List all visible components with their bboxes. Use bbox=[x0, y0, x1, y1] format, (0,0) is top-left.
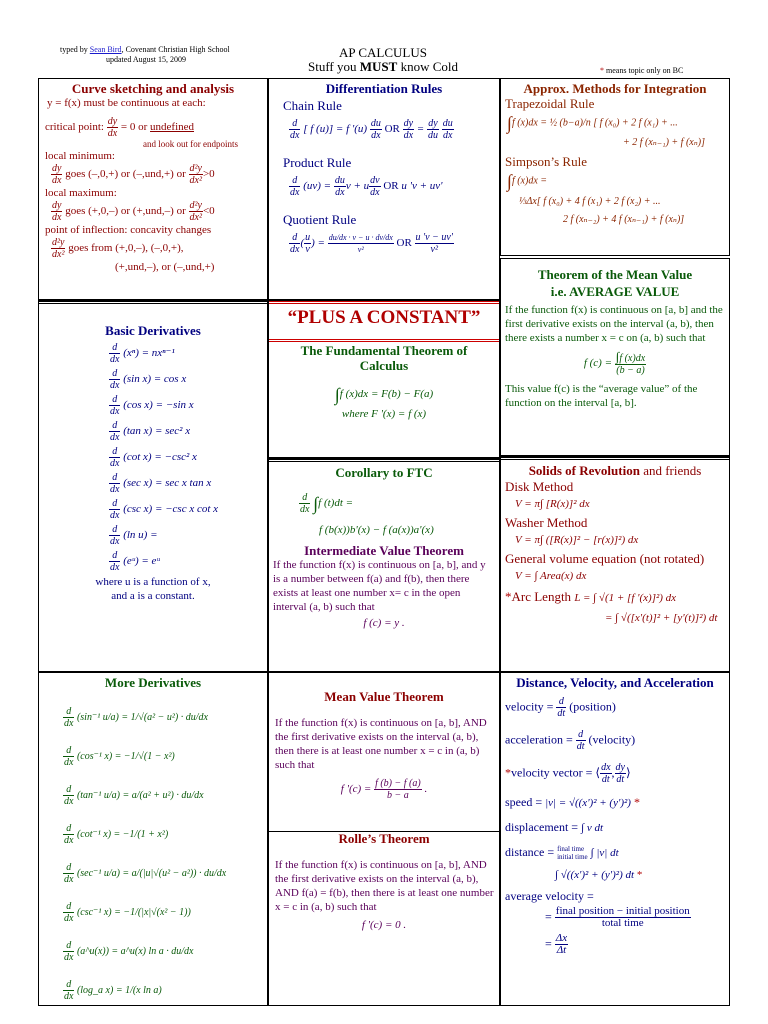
curve-continuity: y = f(x) must be continuous at each: bbox=[47, 97, 206, 109]
basic-derivative-item: $\frac{d}{dx}$ (eᵘ) = eᵘ bbox=[110, 550, 160, 573]
inflection-test-2: (+,und,–), or (–,und,+) bbox=[115, 261, 215, 273]
updated-date: updated August 15, 2009 bbox=[106, 55, 186, 64]
top-rule bbox=[39, 301, 267, 304]
avg-velocity-formula: = $\frac{\text{final position − initial position}}{\text{total time}}$ bbox=[545, 905, 690, 930]
mvt-text: If the function f(x) is continuous on [a, b], AND the first derivative exists on the interval (a, b), then there is at least one number x = c in (a, b) such that bbox=[275, 717, 487, 771]
disk-label: Disk Method bbox=[505, 479, 574, 494]
trapezoidal-formula: ∫f (x)dx = ½ (b−a)/n [ f (x₀) + 2 f (x₁) + ... bbox=[507, 113, 678, 133]
quotient-rule-label: Quotient Rule bbox=[283, 212, 357, 227]
basic-derivative-item: $\frac{d}{dx}$ (csc x) = −csc x cot x bbox=[110, 498, 219, 521]
local-max-test: $\frac{dy}{dx}$ goes (+,0,–) or (+,und,–) or $\frac{\text{d²y}}{\text{dx²}}$ <0 bbox=[52, 200, 215, 223]
ivt-text: If the function f(x) is continuous on [a, b], and y is a number between f(a) and f(b), then there exists at least one number x= c in the open interval (a, b) such that bbox=[273, 559, 486, 613]
arc-length-param: = ∫ √([x'(t)]² + [y'(t)]²) dt bbox=[605, 612, 718, 624]
displacement-def: displacement = ∫ v dt bbox=[505, 820, 604, 834]
local-min-label: local minimum: bbox=[45, 150, 115, 162]
solids-title: Solids of Revolution and friends bbox=[528, 463, 702, 478]
top-red-rule bbox=[269, 301, 499, 304]
mid-red-rule bbox=[269, 339, 499, 342]
product-rule-label: Product Rule bbox=[283, 155, 352, 170]
corollary-formula: $\frac{d}{dx}$ ∫f (t)dt = bbox=[300, 492, 354, 515]
more-derivative-item: $\frac{d}{dx}$ (sec⁻¹ u/a) = a/(|u|√(u² − a²)) · du/dx bbox=[64, 862, 227, 885]
basic-derivative-item: $\frac{d}{dx}$ (cos x) = −sin x bbox=[110, 394, 194, 417]
corollary-ivt-box bbox=[268, 458, 500, 672]
more-derivative-item: $\frac{d}{dx}$ (a^u(x)) = a^u(x) ln a · du/dx bbox=[64, 940, 194, 963]
avg-title-1: Theorem of the Mean Value bbox=[537, 267, 693, 282]
dva-box bbox=[500, 672, 730, 1006]
more-derivative-item: $\frac{d}{dx}$ (cos⁻¹ x) = −1/√(1 − x²) bbox=[64, 745, 175, 768]
rolle-formula: f '(c) = 0 . bbox=[361, 919, 407, 931]
simpson-formula: ∫f (x)dx = bbox=[507, 171, 548, 192]
simpson-formula-2: ⅓Δx[ f (x₀) + 4 f (x₁) + 2 f (x₂) + ... bbox=[519, 195, 661, 207]
basic-derivative-item: $\frac{d}{dx}$ (cot x) = −csc² x bbox=[110, 446, 197, 469]
avg-formula: f (c) = $\frac{\int f (x)dx}{(b - a)}$ bbox=[583, 349, 646, 376]
disk-formula: V = π∫ [R(x)]² dx bbox=[515, 498, 590, 510]
approx-title: Approx. Methods for Integration bbox=[523, 81, 707, 96]
velocity-def: velocity = $\frac{d}{dt}$ (position) bbox=[505, 696, 616, 719]
avg-text: If the function f(x) is continuous on [a, b] and the first derivative exists on the interval (a, b), then there exists a number x = c on (a, b) such that bbox=[505, 304, 723, 344]
mvt-rolle-box bbox=[268, 672, 500, 1006]
ivt-formula: f (c) = y . bbox=[363, 617, 405, 629]
ftc-box bbox=[268, 300, 500, 458]
product-rule-formula: $\frac{d}{dx}$ (uv) = $\frac{du}{dx}$ v + u $\frac{dv}{dx}$ OR u 'v + uv' bbox=[290, 175, 443, 198]
endpoints-note: and look out for endpoints bbox=[143, 139, 238, 149]
washer-label: Washer Method bbox=[505, 515, 588, 530]
author-link[interactable]: Sean Bird bbox=[89, 45, 122, 54]
corollary-title: Corollary to FTC bbox=[335, 465, 433, 480]
critical-point: critical point: $\frac{dy}{dx}$ = 0 or undefined bbox=[45, 116, 195, 139]
trapezoidal-label: Trapezoidal Rule bbox=[505, 96, 595, 111]
basic-note-2: and a is a constant. bbox=[111, 590, 195, 602]
rolle-title: Rolle’s Theorem bbox=[338, 831, 430, 846]
basic-derivative-item: $\frac{d}{dx}$ (ln u) = bbox=[110, 524, 158, 547]
rolle-text: If the function f(x) is continuous on [a, b], AND the first derivative exists on the interval (a, b), AND f(a) = f(b), then there is at least one number x = c in (a, b) such that bbox=[275, 859, 494, 913]
more-derivative-item: $\frac{d}{dx}$ (sin⁻¹ u/a) = 1/√(a² − u²) · du/dx bbox=[64, 706, 208, 729]
solids-box bbox=[500, 456, 730, 672]
page-title: AP CALCULUS bbox=[338, 45, 427, 60]
basic-derivative-item: $\frac{d}{dx}$ (xⁿ) = nxⁿ⁻¹ bbox=[110, 342, 175, 365]
mvt-formula: f '(c) = $\frac{f (b) - f (a)}{b - a}$ . bbox=[340, 778, 428, 801]
general-volume-formula: V = ∫ Area(x) dx bbox=[515, 570, 587, 582]
average-value-box bbox=[500, 258, 730, 456]
washer-formula: V = π∫ ([R(x)]² − [r(x)]²) dx bbox=[515, 534, 639, 546]
typed-by-label: typed by bbox=[60, 45, 88, 54]
basic-derivative-item: $\frac{d}{dx}$ (tan x) = sec² x bbox=[110, 420, 191, 443]
basic-note-1: where u is a function of x, bbox=[95, 576, 211, 588]
general-volume-label: General volume equation (not rotated) bbox=[505, 551, 705, 566]
chain-rule-formula: $\frac{d}{dx}$ [ f (u)] = f '(u) $\frac{du}{dx}$ OR $\frac{dy}{dx}$ = $\frac{dy}{du}$ $\frac{du}{dx}$ bbox=[290, 118, 453, 141]
curve-title: Curve sketching and analysis bbox=[71, 81, 235, 96]
distance-def: distance = final time initial time ∫ |v| dt bbox=[505, 845, 619, 862]
acceleration-def: acceleration = $\frac{d}{dt}$ (velocity) bbox=[505, 729, 636, 752]
differentiation-rules-box bbox=[268, 78, 500, 300]
local-min-test: $\frac{dy}{dx}$ goes (–,0,+) or (–,und,+) or $\frac{\text{d²y}}{\text{dx²}}$ >0 bbox=[52, 163, 215, 186]
avg-title-2: i.e. AVERAGE VALUE bbox=[550, 284, 680, 299]
credit-line bbox=[60, 45, 230, 55]
curve-sketching-box bbox=[38, 78, 268, 300]
ftc-title: The Fundamental Theorem of Calculus bbox=[300, 343, 468, 373]
inflection-label: point of inflection: concavity changes bbox=[45, 224, 212, 236]
more-derivative-item: $\frac{d}{dx}$ (cot⁻¹ x) = −1/(1 + x²) bbox=[64, 823, 169, 846]
speed-def: speed = |v| = √((x')² + (y')²) * bbox=[505, 795, 640, 809]
more-derivatives-box bbox=[38, 672, 268, 1006]
ftc-where: where F '(x) = f (x) bbox=[341, 408, 427, 421]
more-title: More Derivatives bbox=[104, 675, 202, 690]
bc-note: * means topic only on BC bbox=[600, 66, 684, 75]
diff-title: Differentiation Rules bbox=[325, 81, 443, 96]
avg-after-text: This value f(c) is the “average value” of the function on the interval [a, b]. bbox=[505, 383, 698, 409]
mvt-divider bbox=[269, 831, 499, 832]
corollary-formula-2: f (b(x))b'(x) − f (a(x))a'(x) bbox=[319, 524, 434, 536]
school-name: , Covenant Christian High School bbox=[121, 45, 230, 54]
distance-param: ∫ √((x')² + (y')²) dt * bbox=[555, 869, 643, 882]
mvt-title: Mean Value Theorem bbox=[324, 689, 444, 704]
solids-rule bbox=[501, 457, 729, 460]
arc-length: *Arc Length L = ∫ √(1 + [f '(x)]²) dx bbox=[505, 589, 677, 604]
dva-title: Distance, Velocity, and Acceleration bbox=[516, 675, 714, 690]
quotient-rule-formula: $\frac{d}{dx}$ ( $\frac{u}{v}$ ) = $\frac{du/dx \cdot v - u \cdot dv/dx}{\text{v²}}$ OR $\frac{u 'v - uv'}{\text{v²}}$ bbox=[290, 232, 453, 255]
approx-methods-box bbox=[500, 78, 730, 256]
trapezoidal-formula-2: + 2 f (xₙ₋₁) + f (xₙ)] bbox=[623, 137, 706, 149]
basic-title: Basic Derivatives bbox=[105, 323, 201, 338]
more-derivative-item: $\frac{d}{dx}$ (csc⁻¹ x) = −1/(|x|√(x² − 1)) bbox=[64, 901, 191, 924]
basic-derivatives-box bbox=[38, 300, 268, 672]
ftc-formula: ∫f (x)dx = F(b) − F(a) bbox=[334, 384, 434, 405]
basic-derivative-item: $\frac{d}{dx}$ (sec x) = sec x tan x bbox=[110, 472, 212, 495]
page-subtitle: Stuff you MUST know Cold bbox=[308, 59, 458, 74]
simpson-formula-3: 2 f (xₙ₋₂) + 4 f (xₙ₋₁) + f (xₙ)] bbox=[563, 213, 685, 225]
avg-velocity-label: average velocity = bbox=[505, 889, 594, 904]
more-derivatives-list bbox=[39, 706, 267, 1002]
velocity-vector-def: *velocity vector = ⟨ $\frac{dx}{dt}$ , $\frac{dy}{dt}$ ⟩ bbox=[505, 762, 631, 785]
inflection-test: $\frac{\text{d²y}}{\text{dx²}}$ goes from (+,0,–), (–,0,+), bbox=[52, 237, 184, 260]
more-derivative-item: $\frac{d}{dx}$ (tan⁻¹ u/a) = a/(a² + u²) · du/dx bbox=[64, 784, 204, 807]
local-max-label: local maximum: bbox=[45, 187, 117, 199]
corollary-rule bbox=[269, 459, 499, 462]
avg-velocity-delta: = $\frac{\Delta x}{\Delta t}$ bbox=[545, 932, 568, 957]
simpson-label: Simpson’s Rule bbox=[505, 154, 587, 170]
basic-derivatives-list bbox=[39, 342, 267, 573]
plus-constant-heading: “PLUS A CONSTANT” bbox=[287, 307, 481, 328]
ivt-title: Intermediate Value Theorem bbox=[304, 543, 464, 558]
chain-rule-label: Chain Rule bbox=[283, 98, 342, 113]
more-derivative-item: $\frac{d}{dx}$ (log_a x) = 1/(x ln a) bbox=[64, 979, 162, 1002]
basic-derivative-item: $\frac{d}{dx}$ (sin x) = cos x bbox=[110, 368, 187, 391]
